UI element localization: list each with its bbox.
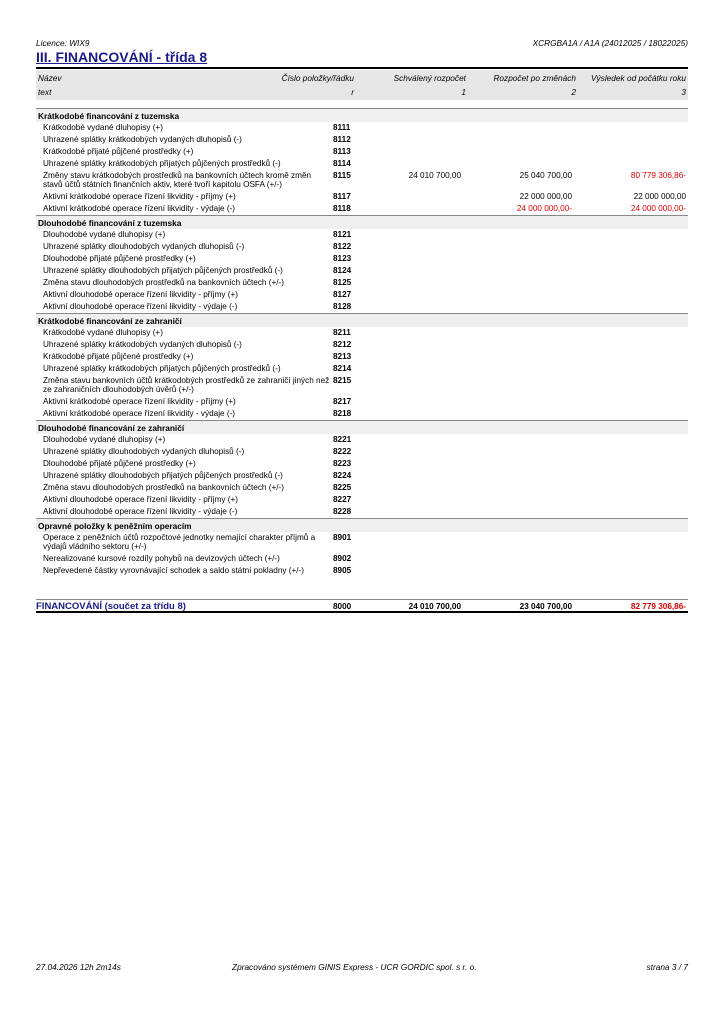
row-code: 8117 (333, 192, 351, 201)
row-name: Aktivní dlouhodobé operace řízení likvidity - příjmy (+) (43, 495, 238, 504)
row-result: 22 000 000,00 (633, 192, 686, 201)
row-code: 8122 (333, 242, 352, 251)
row-name: Aktivní dlouhodobé operace řízení likvidity - příjmy (+) (43, 290, 238, 299)
table-row (36, 146, 688, 158)
section-title: Opravné položky k peněžním operacím (38, 521, 192, 531)
table-row (36, 482, 688, 494)
table-row (36, 458, 688, 470)
table-row (36, 229, 688, 241)
row-name: Dlouhodobé vydané dluhopisy (+) (43, 230, 166, 239)
table-row (36, 506, 688, 518)
row-name: Aktivní krátkodobé operace řízení likvidity - příjmy (+) (43, 192, 236, 201)
table-row (36, 158, 688, 170)
table-row (36, 253, 688, 265)
row-name: Krátkodobé přijaté půjčené prostředky (+) (43, 352, 194, 361)
table-row (36, 301, 688, 313)
section-header (36, 518, 688, 532)
row-name: Aktivní krátkodobé operace řízení likvidity - výdaje (-) (43, 409, 236, 418)
table-row (36, 289, 688, 301)
table-row (36, 375, 688, 396)
footer-page: strana 3 / 7 (646, 962, 688, 972)
col-c2-sub: 2 (571, 87, 576, 97)
section-title: Krátkodobé financování z tuzemska (38, 111, 180, 121)
column-header (36, 70, 688, 100)
table-row (36, 339, 688, 351)
row-name: Operace z peněžních účtů rozpočtové jednotky nemající charakter příjmů a výdajů vládního sektoru (+/-) (43, 533, 316, 552)
table-row (36, 396, 688, 408)
row-code: 8125 (333, 278, 352, 287)
section-title: Dlouhodobé financování ze zahraničí (38, 423, 185, 433)
table-row (36, 470, 688, 482)
total-code: 8000 (333, 602, 352, 611)
row-result: 24 000 000,00- (630, 204, 686, 213)
financing-table (36, 108, 688, 577)
table-row (36, 434, 688, 446)
col-name: Název (38, 73, 62, 83)
row-code: 8212 (333, 340, 352, 349)
row-name: Krátkodobé vydané dluhopisy (+) (43, 123, 163, 132)
row-approved: 24 010 700,00 (408, 171, 461, 180)
row-code: 8224 (333, 471, 352, 480)
row-code: 8214 (333, 364, 352, 373)
row-name: Uhrazené splátky dlouhodobých vydaných dluhopisů (-) (43, 447, 245, 456)
row-name: Uhrazené splátky krátkodobých vydaných dluhopisů (-) (43, 135, 242, 144)
row-code: 8905 (333, 566, 352, 575)
section-title: Krátkodobé financování ze zahraničí (38, 316, 182, 326)
table-row (36, 241, 688, 253)
table-row (36, 191, 688, 203)
col-code-sub: r (351, 87, 354, 97)
footer-date: 27.04.2026 12h 2m14s (36, 962, 121, 972)
row-code: 8213 (333, 352, 352, 361)
total-row (36, 599, 688, 613)
row-code: 8218 (333, 409, 352, 418)
row-code: 8228 (333, 507, 352, 516)
section-title: Dlouhodobé financování z tuzemska (38, 218, 182, 228)
row-code: 8121 (333, 230, 352, 239)
row-code: 8215 (333, 376, 352, 385)
table-row (36, 565, 688, 577)
col-c1: Schválený rozpočet (393, 73, 466, 83)
row-name: Aktivní krátkodobé operace řízení likvidity - příjmy (+) (43, 397, 236, 406)
licence-label: Licence: WIX9 (36, 38, 90, 48)
row-name: Dlouhodobé přijaté půjčené prostředky (+) (43, 459, 196, 468)
row-code: 8115 (333, 171, 351, 180)
row-revised: 22 000 000,00 (519, 192, 572, 201)
table-row (36, 327, 688, 339)
row-name: Krátkodobé přijaté půjčené prostředky (+) (43, 147, 194, 156)
section-header (36, 420, 688, 434)
col-c3: Výsledek od počátku roku (590, 73, 686, 83)
row-name: Uhrazené splátky krátkodobých přijatých půjčených prostředků (-) (43, 364, 281, 373)
row-name: Uhrazené splátky dlouhodobých vydaných dluhopisů (-) (43, 242, 245, 251)
report-id: XCRGBA1A / A1A (24012025 / 18022025) (532, 38, 688, 48)
table-row (36, 408, 688, 420)
row-code: 8112 (333, 135, 351, 144)
row-name: Uhrazené splátky krátkodobých přijatých půjčených prostředků (-) (43, 159, 281, 168)
row-code: 8127 (333, 290, 352, 299)
table-row (36, 494, 688, 506)
row-code: 8217 (333, 397, 352, 406)
table-row (36, 446, 688, 458)
table-row (36, 363, 688, 375)
total-revised: 23 040 700,00 (519, 602, 572, 611)
total-result: 82 779 306,86- (630, 602, 686, 611)
footer-system: Zpracováno systémem GINIS Express - UCR GORDIC spol. s r. o. (232, 962, 477, 972)
row-name: Nepřevedené částky vyrovnávající schodek a saldo státní pokladny (+/-) (43, 566, 304, 575)
page-footer (36, 962, 688, 974)
table-row (36, 134, 688, 146)
row-code: 8123 (333, 254, 352, 263)
table-row (36, 265, 688, 277)
row-code: 8902 (333, 554, 352, 563)
row-revised: 24 000 000,00- (516, 204, 572, 213)
row-code: 8211 (333, 328, 351, 337)
section-header (36, 108, 688, 122)
row-code: 8111 (333, 123, 351, 132)
table-row (36, 203, 688, 215)
total-label: FINANCOVÁNÍ (součet za třídu 8) (36, 601, 186, 612)
col-c3-sub: 3 (681, 87, 686, 97)
row-name: Krátkodobé vydané dluhopisy (+) (43, 328, 163, 337)
page-title: III. FINANCOVÁNÍ - třída 8 (36, 49, 208, 65)
row-code: 8118 (333, 204, 351, 213)
row-name: Uhrazené splátky krátkodobých vydaných dluhopisů (-) (43, 340, 242, 349)
row-name: Uhrazené splátky dlouhodobých přijatých půjčených prostředků (-) (43, 471, 283, 480)
row-name: Uhrazené splátky dlouhodobých přijatých půjčených prostředků (-) (43, 266, 283, 275)
row-name: Aktivní dlouhodobé operace řízení likvidity - výdaje (-) (43, 507, 238, 516)
row-name: Změna stavu bankovních účtů krátkodobých prostředků ze zahraničí jiných než ze zahraničních dlouhodobých úvěrů (+/-) (43, 376, 330, 395)
row-code: 8222 (333, 447, 352, 456)
row-name: Dlouhodobé přijaté půjčené prostředky (+) (43, 254, 196, 263)
row-code: 8227 (333, 495, 352, 504)
section-header (36, 313, 688, 327)
table-row (36, 277, 688, 289)
row-name: Nerealizované kursové rozdíly pohybů na devizových účtech (+/-) (43, 554, 280, 563)
col-c1-sub: 1 (461, 87, 466, 97)
col-c2: Rozpočet po změnách (493, 73, 576, 83)
row-code: 8124 (333, 266, 352, 275)
table-row (36, 122, 688, 134)
table-row (36, 170, 688, 191)
row-code: 8223 (333, 459, 352, 468)
row-code: 8225 (333, 483, 352, 492)
table-row (36, 532, 688, 553)
total-approved: 24 010 700,00 (408, 602, 461, 611)
table-row (36, 351, 688, 363)
row-name: Změna stavu dlouhodobých prostředků na bankovních účtech (+/-) (43, 278, 284, 287)
row-revised: 25 040 700,00 (519, 171, 572, 180)
row-code: 8901 (333, 533, 352, 542)
section-header (36, 215, 688, 229)
row-name: Dlouhodobé vydané dluhopisy (+) (43, 435, 166, 444)
row-code: 8128 (333, 302, 352, 311)
row-name: Změny stavu krátkodobých prostředků na bankovních účtech kromě změn stavů účtů státních finančních aktiv, které tvoří kapitolu OSFA (+/-) (43, 171, 312, 190)
row-code: 8114 (333, 159, 351, 168)
table-row (36, 553, 688, 565)
row-name: Aktivní krátkodobé operace řízení likvidity - výdaje (-) (43, 204, 236, 213)
row-name: Změna stavu dlouhodobých prostředků na bankovních účtech (+/-) (43, 483, 284, 492)
row-name: Aktivní dlouhodobé operace řízení likvidity - výdaje (-) (43, 302, 238, 311)
col-name-sub: text (38, 87, 52, 97)
col-code: Číslo položky/řádku (281, 73, 354, 83)
row-code: 8113 (333, 147, 351, 156)
row-code: 8221 (333, 435, 352, 444)
title-divider (36, 67, 688, 69)
row-result: 80 779 306,86- (630, 171, 686, 180)
